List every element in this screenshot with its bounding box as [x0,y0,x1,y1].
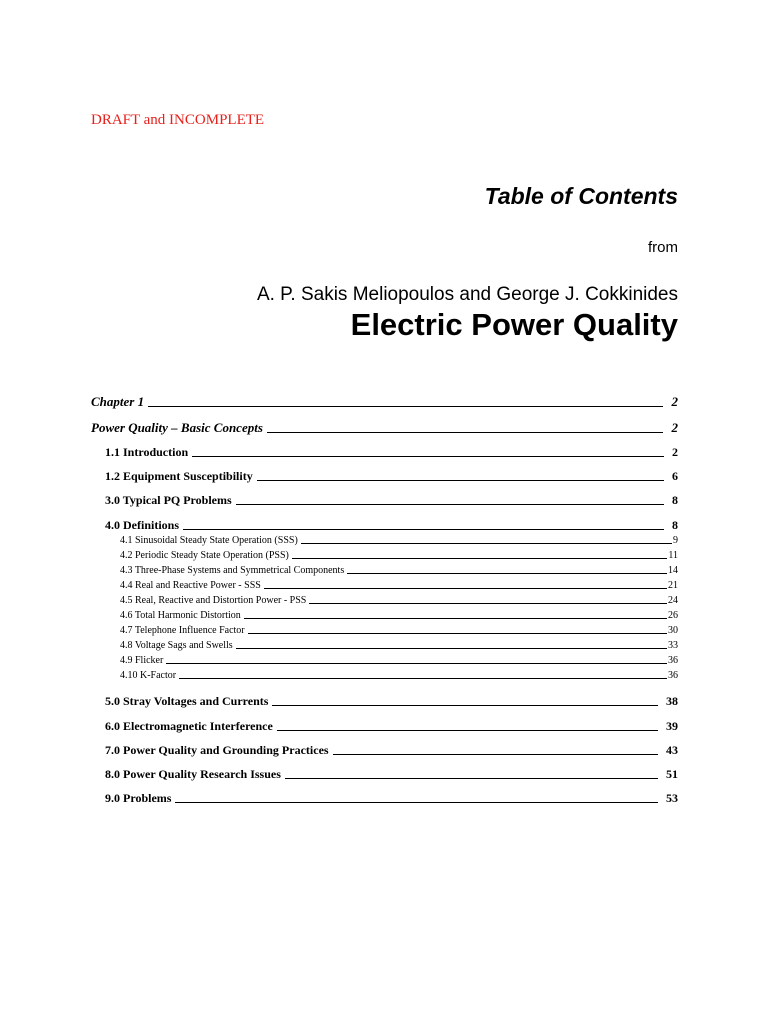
toc-entry-label: 4.10 K-Factor [120,670,177,681]
toc-entry-4-6[interactable] [120,610,678,622]
toc-entry-label: 6.0 Electromagnetic Interference [105,719,273,733]
toc-heading: Table of Contents [484,183,678,209]
dot-leader [183,529,664,530]
toc-entry-page: 26 [668,610,678,621]
toc-entry-page: 8 [672,518,678,532]
toc-entry-page: 2 [671,394,678,409]
draft-notice: DRAFT and INCOMPLETE [91,112,265,128]
toc-entry-4-5[interactable] [120,595,678,607]
toc-entry-page: 11 [668,550,678,561]
toc-entry-label: 4.0 Definitions [105,518,180,532]
toc-entry-1-1[interactable] [105,445,678,460]
toc-entry-page: 30 [668,625,678,636]
dot-leader [277,730,658,731]
toc-entry-page: 33 [668,640,678,651]
toc-entry-label: 3.0 Typical PQ Problems [105,493,232,507]
toc-entry-label: 1.2 Equipment Susceptibility [105,469,253,483]
toc-entry-label: 4.2 Periodic Steady State Operation (PSS) [120,550,289,561]
toc-entry-label: 4.9 Flicker [120,655,164,666]
dot-leader [301,543,672,544]
book-title: Electric Power Quality [350,307,678,342]
toc-entry-7-0[interactable] [105,743,678,758]
dot-leader [148,406,662,407]
toc-entry-page: 24 [668,595,678,606]
toc-entry-label: 9.0 Problems [105,791,172,805]
toc-entry-label: 4.1 Sinusoidal Steady State Operation (SSS) [120,535,298,546]
toc-entry-4-4[interactable] [120,580,678,592]
toc-entry-page: 6 [672,469,678,483]
toc-entry-label: 7.0 Power Quality and Grounding Practices [105,743,329,757]
toc-entry-page: 9 [673,535,678,546]
toc-entry-5-0[interactable] [105,694,678,709]
dot-leader [272,705,658,706]
dot-leader [309,603,667,604]
toc-entry-page: 53 [666,791,678,805]
toc-entry-label: 4.8 Voltage Sags and Swells [120,640,233,651]
toc-entry-4-9[interactable] [120,655,678,667]
toc-entry-label: 4.6 Total Harmonic Distortion [120,610,241,621]
toc-entry-page: 36 [668,655,678,666]
toc-entry-6-0[interactable] [105,719,678,734]
toc-entry-label: Power Quality – Basic Concepts [91,420,263,435]
dot-leader [175,802,658,803]
toc-entry-chapter-1[interactable] [91,394,678,410]
dot-leader [192,456,664,457]
dot-leader [166,663,667,664]
dot-leader [264,588,667,589]
dot-leader [292,558,667,559]
toc-entry-label: 4.5 Real, Reactive and Distortion Power - PSS [120,595,307,606]
toc-entry-4-2[interactable] [120,550,678,562]
toc-entry-1-2[interactable] [105,469,678,484]
dot-leader [285,778,658,779]
toc-entry-page: 51 [666,767,678,781]
dot-leader [236,648,667,649]
toc-entry-basic-concepts[interactable] [91,420,678,436]
toc-entry-page: 36 [668,670,678,681]
toc-entry-label: 4.4 Real and Reactive Power - SSS [120,580,261,591]
toc-entry-label: 4.7 Telephone Influence Factor [120,625,245,636]
toc-entry-label: 5.0 Stray Voltages and Currents [105,694,269,708]
toc-entry-page: 2 [672,445,678,459]
dot-leader [333,754,658,755]
dot-leader [179,678,667,679]
toc-entry-4-1[interactable] [120,535,678,547]
toc-entry-4-10[interactable] [120,670,678,682]
toc-entry-page: 8 [672,493,678,507]
toc-entry-8-0[interactable] [105,767,678,782]
toc-entry-page: 38 [666,694,678,708]
toc-entry-9-0[interactable] [105,791,678,806]
toc-entry-page: 21 [668,580,678,591]
dot-leader [236,504,664,505]
toc-entry-label: 4.3 Three-Phase Systems and Symmetrical Components [120,565,345,576]
toc-entry-4-7[interactable] [120,625,678,637]
toc-entry-page: 2 [671,420,678,435]
dot-leader [244,618,667,619]
from-label: from [648,239,678,256]
dot-leader [257,480,664,481]
toc-entry-page: 39 [666,719,678,733]
dot-leader [267,432,663,433]
authors: A. P. Sakis Meliopoulos and George J. Cokkinides [256,284,678,305]
toc-entry-label: 1.1 Introduction [105,445,189,459]
dot-leader [248,633,667,634]
toc-entry-label: 8.0 Power Quality Research Issues [105,767,281,781]
toc-entry-4-0[interactable] [105,518,678,533]
toc-entry-page: 43 [666,743,678,757]
dot-leader [347,573,667,574]
toc-entry-label: Chapter 1 [91,394,145,409]
toc-entry-page: 14 [668,565,678,576]
toc-entry-4-8[interactable] [120,640,678,652]
toc-entry-4-3[interactable] [120,565,678,577]
toc-entry-3-0[interactable] [105,493,678,508]
